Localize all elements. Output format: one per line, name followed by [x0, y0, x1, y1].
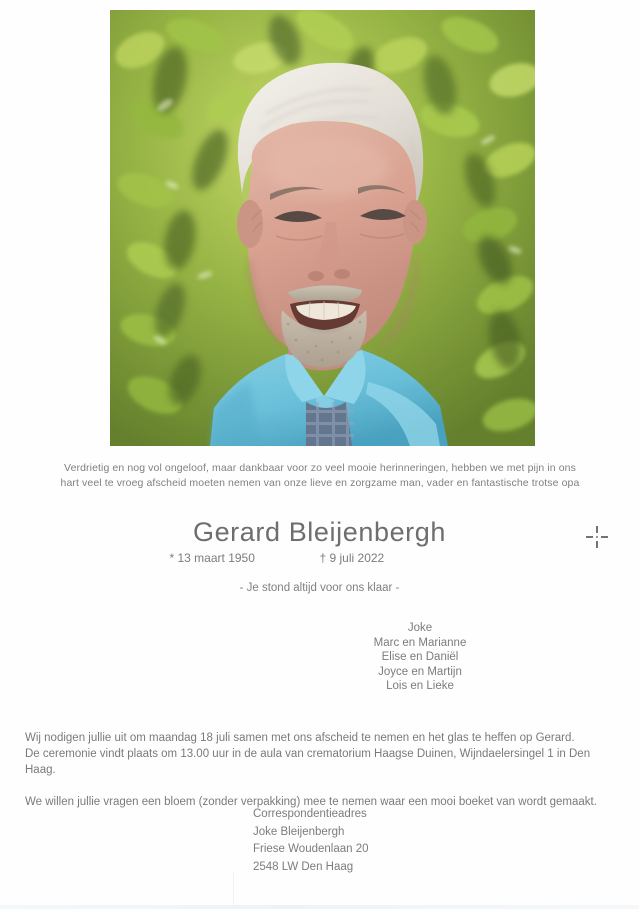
intro-line-2: hart veel te vroeg afscheid moeten nemen van onze lieve en zorgzame man, vader en fantastische trotse opa: [60, 477, 580, 489]
family-name-item: Elise en Daniël: [381, 651, 459, 664]
death-date: † 9 juli 2022: [319, 551, 385, 565]
scan-artifact-edge: [0, 905, 639, 909]
registration-crop-mark: [586, 526, 608, 548]
correspondence-city: 2548 LW Den Haag: [253, 860, 354, 873]
deceased-name: Gerard Bleijenbergh: [192, 517, 447, 547]
family-name-item: Joke: [407, 622, 433, 634]
correspondence-address: [253, 806, 513, 876]
family-name-item: Lois en Lieke: [386, 680, 454, 693]
scan-artifact-seam: [233, 872, 234, 905]
memorial-motto: - Je stond altijd voor ons klaar -: [239, 582, 400, 594]
family-name-item: Marc en Marianne: [373, 636, 467, 649]
portrait-photo-image: [110, 10, 535, 446]
invitation-line-3: We willen jullie vragen een bloem (zonder verpakking) mee te nemen waar een mooi boeket van wordt gemaakt.: [25, 796, 597, 808]
portrait-photo: [110, 10, 535, 446]
correspondence-heading: Correspondentieadres: [253, 808, 367, 820]
intro-paragraph: [25, 461, 615, 491]
correspondence-name: Joke Bleijenbergh: [253, 825, 345, 838]
family-name-item: Joyce en Martijn: [378, 665, 462, 678]
correspondence-street: Friese Woudenlaan 20: [253, 843, 369, 855]
birth-date: * 13 maart 1950: [169, 551, 255, 565]
intro-line-1: Verdrietig en nog vol ongeloof, maar dankbaar voor zo veel mooie herinneringen, hebben we met pijn in ons: [64, 462, 576, 474]
invitation-paragraph: [25, 730, 617, 810]
paragraph-spacer: [25, 778, 617, 794]
life-dates: [0, 550, 639, 567]
family-names-list: [320, 621, 520, 694]
invitation-line-2: De ceremonie vindt plaats om 13.00 uur in de aula van crematorium Haagse Duinen, Wijndaelersingel 1 in Den Haag.: [25, 748, 591, 776]
invitation-line-1: Wij nodigen jullie uit om maandag 18 juli samen met ons afscheid te nemen en het glas te heffen op Gerard.: [25, 732, 575, 744]
